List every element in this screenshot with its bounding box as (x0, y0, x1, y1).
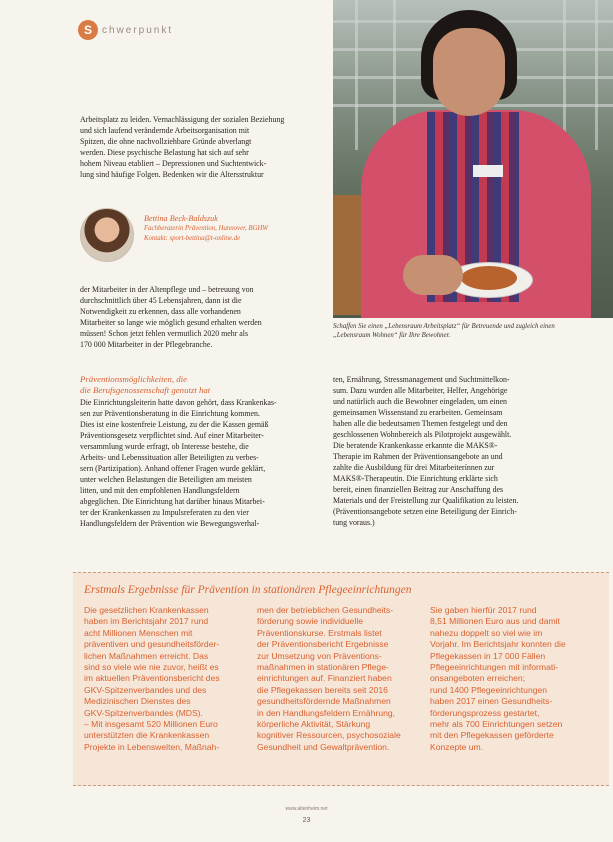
body-left-column: Die Einrichtungsleiterin hatte davon gehört, dass Krankenkas- sen zur Präventionsberatung in die Einrichtung kommen. Dies ist eine kostenfreie Leistung, zu der die Kassen gemäß Präventionsgesetz verpflichtet sind. Auf einer Mitarbeiter- versammlung wurde erfragt, ob Interesse bestehe, die Arbeits- und Lebenssituation aller Beteiligten zu verbes- sern (Partizipation). Anhand offener Fragen wurde geklärt, unter welchen Belastungen die Beteiligten am meisten litten, und mit den empfohlenen Handlungsfeldern abgeglichen. Die Einrichtung hat darüber hinaus Mitarbei- ter der Krankenkassen zu Impulsreferaten zu den vier Handlungsfeldern der Prävention wie Bewegungsverhal- (80, 398, 277, 528)
continuation-paragraph: der Mitarbeiter in der Altenpflege und – betreuung von durchschnittlich über 45 Lebensjahren, dann ist die Notwendigkeit zu erkennen, dass alle vorhandenen Mitarbeiter so lange wie möglich gesund erhalten werden müssen! Schon jetzt fehlen vermutlich 2020 mehr als 170 000 Mitarbeiter in der Pflegebranche. (80, 285, 262, 349)
page-number: 23 (302, 817, 311, 824)
photo-woman-with-plate (333, 0, 613, 318)
info-box-column-3: Sie gaben hierfür 2017 rund 8,51 Millionen Euro aus und damit nahezu doppelt so viel wie im Vorjahr. Im Berichtsjahr konnten die Pflegekassen in 17 000 Fällen Pflegeeinrichtungen mit informati- onsangeboten erreichen; rund 1400 Pflegeeinrichtungen haben 2017 einen Gesundheits- förderungsprozess gestartet, mehr als 700 Einrichtungen setzen mit den Pflegekassen geförderte Konzepte um. (430, 605, 566, 752)
info-box-column-1: Die gesetzlichen Krankenkassen haben im Berichtsjahr 2017 rund acht Millionen Menschen mit präventiven und gesundheitsförder- lichen Maßnahmen erreicht. Das sind so viele wie nie zuvor, heißt es im aktuellen Präventionsbericht des GKV-Spitzenverbandes und des Medizinischen Dienstes des GKV-Spitzenverbandes (MDS). – Mit insgesamt 520 Millionen Euro unterstützten die Krankenkassen Projekte in Lebenswelten, Maßnah- (84, 605, 220, 752)
footer-url: www.altenheim.net (285, 806, 328, 812)
section-letter: S (78, 20, 98, 40)
section-tag (78, 20, 173, 40)
subheading: Präventionsmöglichkeiten, die die Berufsgenossenschaft genutzt hat (80, 374, 211, 395)
info-box-column-2: men der betrieblichen Gesundheits- förderung sowie individuelle Präventionskurse. Erstmals listet der Präventionsbericht Ergebnisse zur Umsetzung von Präventions- maßnahmen in stationären Pflege- einrichtungen auf. Finanziert haben die Pflegekassen bereits seit 2016 gesundheitsfördernde Maßnahmen in den Handlungsfeldern Ernährung, körperliche Aktivität, Stärkung kognitiver Ressourcen, psychosoziale Gesundheit und Gewaltprävention. (257, 605, 401, 752)
author-email: Kontakt: sport-bettina@t-online.de (144, 235, 241, 242)
body-right-column: ten, Ernährung, Stressmanagement und Suchtmittelkon- sum. Dazu wurden alle Mitarbeiter, Helfer, Angehörige und natürlich auch die Bewohner eingeladen, um einen gemeinsamen Wissenstand zu erarbeiten. Gemeinsam haben alle die bedeutsamen Themen festgelegt und den geschlossenen Wohnbereich als Pilotprojekt ausgewählt. Die beratende Krankenkasse erkannte die MAKS®- Therapie im Rahmen der Präventionsangebote an und zahlte die Ausbildung für drei Mitarbeiterínnen zur MAKS®-Therapeutin. Die Einrichtung erklärte sich bereit, einen finanziellen Beitrag zur Anschaffung des Materials und der Freistellung zur Qualifikation zu leisten. (Präventionsangebote setzen eine Beteiligung der Einrich- tung voraus.) (333, 375, 519, 527)
info-box-title: Erstmals Ergebnisse für Prävention in stationären Pflegeeinrichtungen (84, 584, 412, 596)
intro-paragraph: Arbeitsplatz zu leiden. Vernachlässigung der sozialen Beziehung und sich laufend verändernde Arbeitsorganisation mit Spitzen, die ohne nachvollziehbare Gründe abverlangt werden. Diese psychische Belastung hat sich auf sehr hohem Niveau etabliert – Depressionen und Suchtentwick- lung sind häufige Folgen. Bedenken wir die Altersstruktur (80, 115, 285, 179)
author-name: Bettina Beck-Baldszuk (144, 214, 218, 223)
photo-caption: Schaffen Sie einen „Lebensraum Arbeitsplatz“ für Betreuende und zugleich einen „Lebensraum Wohnen“ für Ihre Bewohner. (333, 323, 555, 340)
author-block (80, 206, 325, 262)
author-role: Fachberaterin Prävention, Hannover, BGHW (144, 225, 269, 232)
author-avatar (80, 208, 134, 262)
section-label: chwerpunkt (102, 24, 174, 36)
